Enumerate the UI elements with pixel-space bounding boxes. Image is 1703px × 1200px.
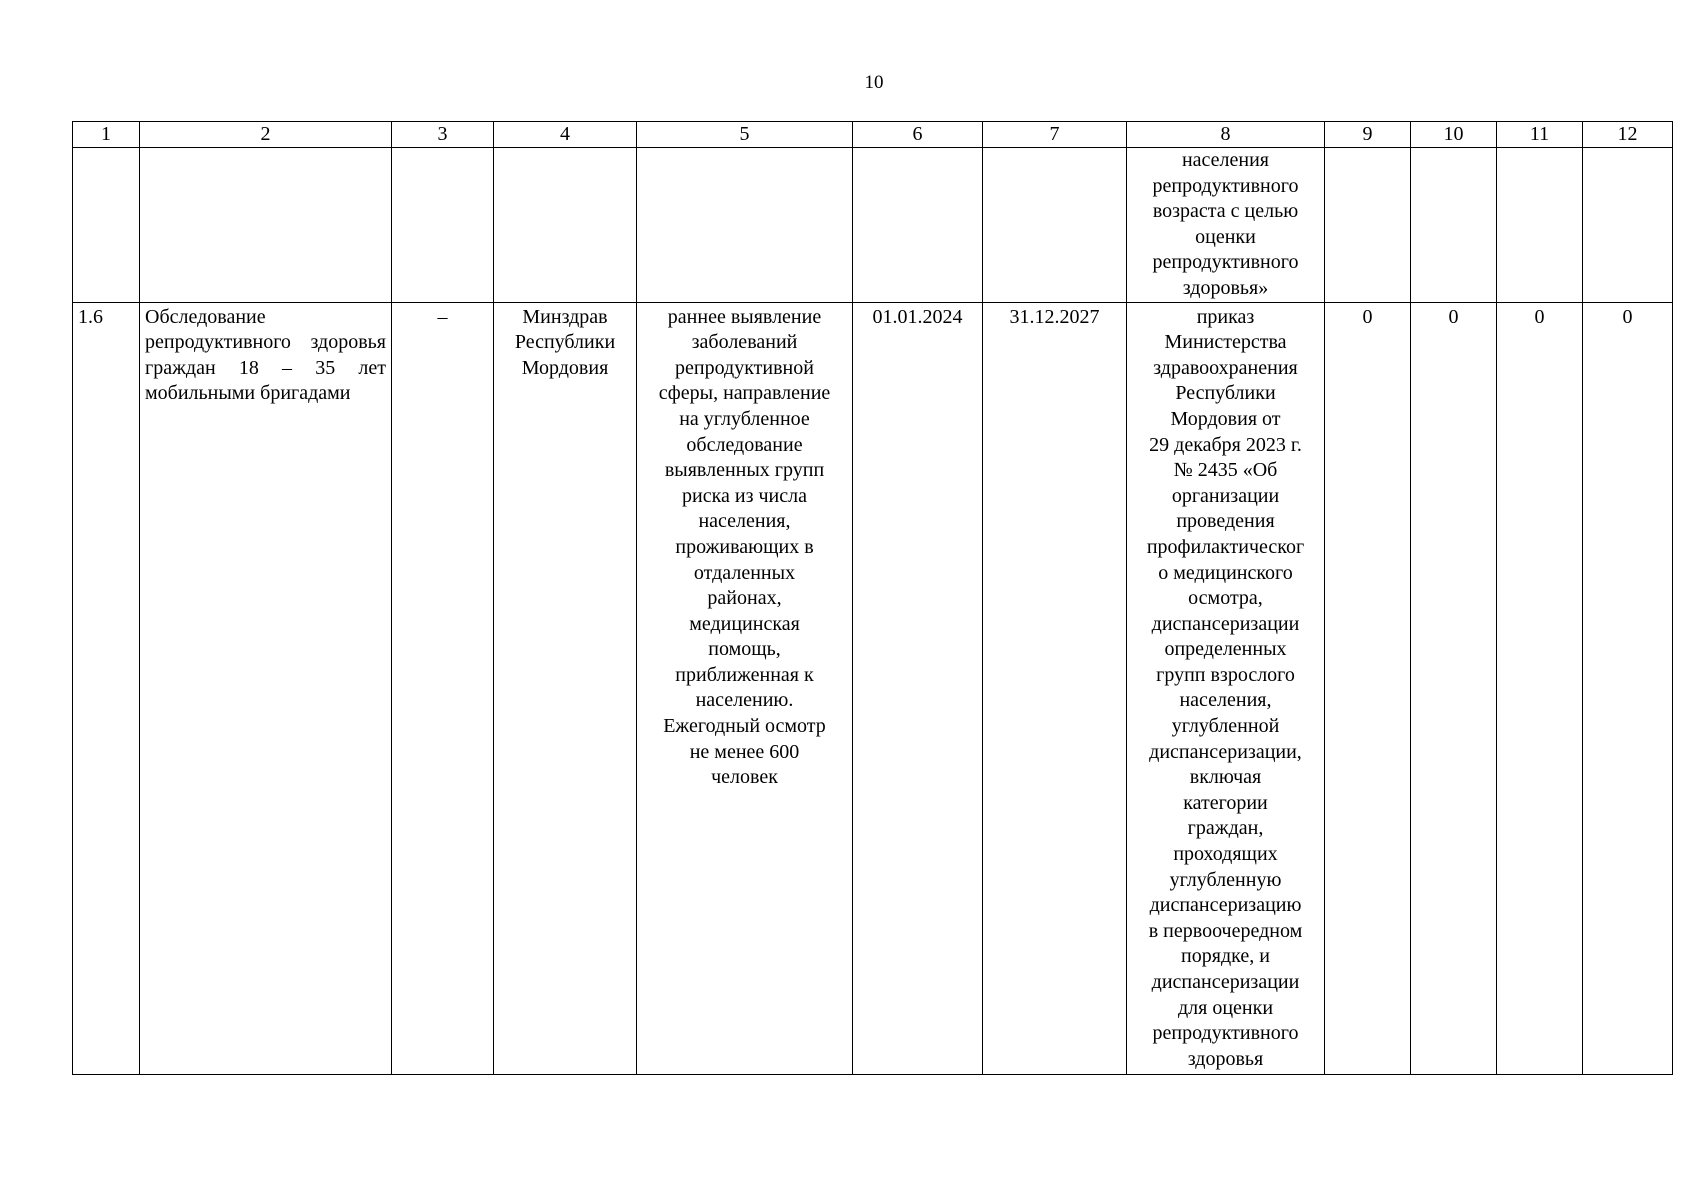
header-cell: 5 — [637, 122, 853, 148]
header-cell: 4 — [494, 122, 637, 148]
empty-cell — [853, 148, 983, 303]
header-cell: 3 — [392, 122, 494, 148]
end-date-cell: 31.12.2027 — [983, 302, 1127, 1074]
value-cell-col12: 0 — [1583, 302, 1673, 1074]
empty-cell — [1411, 148, 1497, 303]
executor-cell: Минздрав Республики Мордовия — [494, 302, 637, 1074]
empty-cell — [1325, 148, 1411, 303]
header-cell: 6 — [853, 122, 983, 148]
header-cell: 10 — [1411, 122, 1497, 148]
empty-cell — [392, 148, 494, 303]
header-cell: 2 — [140, 122, 392, 148]
table-header-row — [73, 122, 1673, 148]
header-cell: 1 — [73, 122, 140, 148]
empty-cell — [494, 148, 637, 303]
empty-cell — [1583, 148, 1673, 303]
header-cell: 7 — [983, 122, 1127, 148]
measure-name-cell: Обследование репродуктивного здоровья граждан 18 – 35 лет мобильными бригадами — [140, 302, 392, 1074]
header-cell: 8 — [1127, 122, 1325, 148]
empty-cell — [73, 148, 140, 303]
value-cell-col10: 0 — [1411, 302, 1497, 1074]
table-row-continuation — [73, 148, 1673, 303]
row-number-cell: 1.6 — [73, 302, 140, 1074]
empty-cell — [983, 148, 1127, 303]
header-cell: 11 — [1497, 122, 1583, 148]
empty-cell — [637, 148, 853, 303]
value-cell-col11: 0 — [1497, 302, 1583, 1074]
page-number: 10 — [864, 72, 884, 93]
header-cell: 9 — [1325, 122, 1411, 148]
value-cell-col9: 0 — [1325, 302, 1411, 1074]
measures-table — [72, 121, 1673, 1075]
basis-cell: приказ Министерства здравоохранения Республики Мордовия от 29 декабря 2023 г. № 2435 «Об организации проведения профилактическог о медицинского осмотра, диспансеризации определенных групп взрослого населения, углубленной диспансеризации, включая категории граждан, проходящих углубленную диспансеризацию в первоочередном порядке, и диспансеризации для оценки репродуктивного здоровья — [1127, 302, 1325, 1074]
header-cell: 12 — [1583, 122, 1673, 148]
basis-continuation-cell: населения репродуктивного возраста с целью оценки репродуктивного здоровья» — [1127, 148, 1325, 303]
table-row — [73, 302, 1673, 1074]
result-cell: раннее выявление заболеваний репродуктивной сферы, направление на углубленное обследование выявленных групп риска из числа населения, проживающих в отдаленных районах, медицинская помощь, приближенная к населению. Ежегодный осмотр не менее 600 человек — [637, 302, 853, 1074]
col3-cell: – — [392, 302, 494, 1074]
empty-cell — [1497, 148, 1583, 303]
start-date-cell: 01.01.2024 — [853, 302, 983, 1074]
empty-cell — [140, 148, 392, 303]
